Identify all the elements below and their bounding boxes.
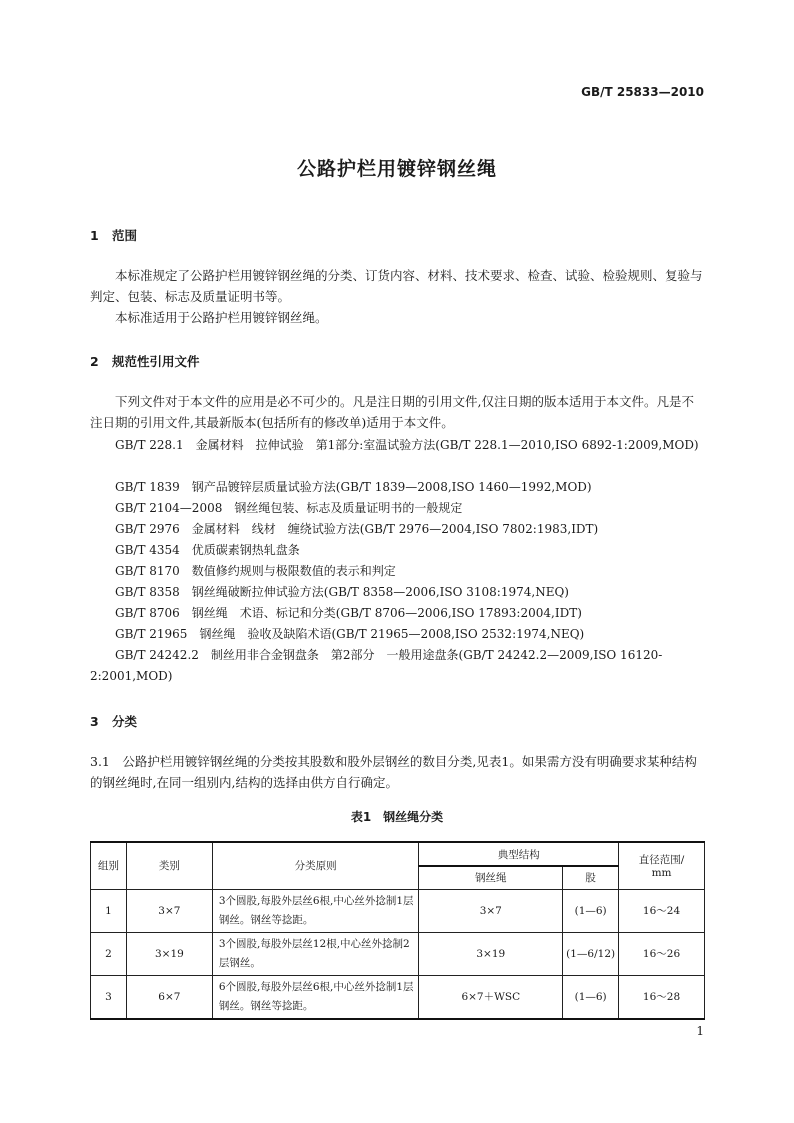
table-row (91, 889, 705, 932)
page-number: 1 (696, 1024, 704, 1038)
standard-code: GB/T 25833—2010 (581, 85, 704, 99)
reference-item: GB/T 21965 钢丝绳 验收及缺陷术语(GB/T 21965—2008,ISO 2532:1974,NEQ) (115, 627, 585, 641)
reference-item: GB/T 228.1 金属材料 拉伸试验 第1部分:室温试验方法(GB/T 228.1—2010,ISO 6892-1:2009,MOD) (115, 438, 699, 452)
section-heading-normative (90, 352, 200, 370)
header-category: 类别 (126, 842, 212, 889)
section-title: 范围 (112, 228, 138, 243)
header-diameter-label: 直径范围/ (638, 854, 685, 867)
section-heading-classification (90, 712, 137, 730)
section-title: 分类 (112, 714, 138, 729)
section-number: 1 (90, 228, 99, 243)
table-row (91, 932, 705, 975)
reference-item: GB/T 8170 数值修约规则与极限数值的表示和判定 (115, 564, 396, 578)
cell-strand: (1—6) (563, 889, 619, 932)
section-number: 2 (90, 354, 99, 369)
cell-category: 3×7 (126, 889, 212, 932)
cell-diameter: 16～26 (619, 932, 705, 975)
reference-item: GB/T 2976 金属材料 线材 缠绕试验方法(GB/T 2976—2004,ISO 7802:1983,IDT) (115, 522, 599, 536)
cell-group: 3 (91, 975, 127, 1019)
header-diameter (619, 842, 705, 889)
normative-intro: 下列文件对于本文件的应用是必不可少的。凡是注日期的引用文件,仅注日期的版本适用于本文件。凡是不注日期的引用文件,其最新版本(包括所有的修改单)适用于本文件。 (90, 394, 694, 430)
cell-principle: 6个圆股,每股外层丝6根,中心丝外捻制1层钢丝。钢丝等捻距。 (212, 975, 419, 1019)
clause-text: 公路护栏用镀锌钢丝绳的分类按其股数和股外层钢丝的数目分类,见表1。如果需方没有明确要求某种结构的钢丝绳时,在同一组别内,结构的选择由供方自行确定。 (90, 754, 697, 790)
cell-rope: 6×7＋WSC (419, 975, 563, 1019)
section-title: 规范性引用文件 (112, 354, 200, 369)
document-title: 公路护栏用镀锌钢丝绳 (296, 158, 497, 180)
clause-number: 3.1 (90, 754, 110, 769)
cell-rope: 3×7 (419, 889, 563, 932)
cell-category: 3×19 (126, 932, 212, 975)
scope-paragraph: 本标准规定了公路护栏用镀锌钢丝绳的分类、订货内容、材料、技术要求、检查、试验、检验规则、复验与判定、包装、标志及质量证明书等。 (90, 268, 703, 304)
scope-paragraph: 本标准适用于公路护栏用镀锌钢丝绳。 (115, 310, 328, 325)
header-diameter-unit: mm (651, 867, 672, 880)
cell-principle: 3个圆股,每股外层丝6根,中心丝外捻制1层钢丝。钢丝等捻距。 (212, 889, 419, 932)
header-typical-structure: 典型结构 (419, 842, 619, 866)
table-row (91, 975, 705, 1019)
header-principle: 分类原则 (212, 842, 419, 889)
clause-3-1 (90, 751, 706, 793)
section-number: 3 (90, 714, 99, 729)
reference-item: GB/T 4354 优质碳素钢热轧盘条 (115, 543, 300, 557)
cell-diameter: 16～24 (619, 889, 705, 932)
reference-item: GB/T 8358 钢丝绳破断拉伸试验方法(GB/T 8358—2006,ISO 3108:1974,NEQ) (115, 585, 569, 599)
reference-item: GB/T 24242.2 制丝用非合金钢盘条 第2部分 一般用途盘条(GB/T 24242.2—2009,ISO 16120-2:2001,MOD) (90, 648, 663, 683)
reference-item: GB/T 1839 钢产品镀锌层质量试验方法(GB/T 1839—2008,ISO 1460—1992,MOD) (115, 480, 592, 494)
cell-strand: (1—6) (563, 975, 619, 1019)
cell-principle: 3个圆股,每股外层丝12根,中心丝外捻制2层钢丝。 (212, 932, 419, 975)
header-strand: 股 (563, 866, 619, 889)
reference-item: GB/T 2104—2008 钢丝绳包装、标志及质量证明书的一般规定 (115, 501, 463, 515)
cell-group: 2 (91, 932, 127, 975)
table-caption: 表1 钢丝绳分类 (350, 810, 444, 824)
cell-diameter: 16～28 (619, 975, 705, 1019)
cell-group: 1 (91, 889, 127, 932)
header-group: 组别 (91, 842, 127, 889)
cell-strand: (1—6/12) (563, 932, 619, 975)
cell-rope: 3×19 (419, 932, 563, 975)
classification-table (90, 841, 705, 1020)
cell-category: 6×7 (126, 975, 212, 1019)
reference-item: GB/T 8706 钢丝绳 术语、标记和分类(GB/T 8706—2006,ISO 17893:2004,IDT) (115, 606, 582, 620)
section-heading-scope (90, 226, 137, 244)
header-rope: 钢丝绳 (419, 866, 563, 889)
